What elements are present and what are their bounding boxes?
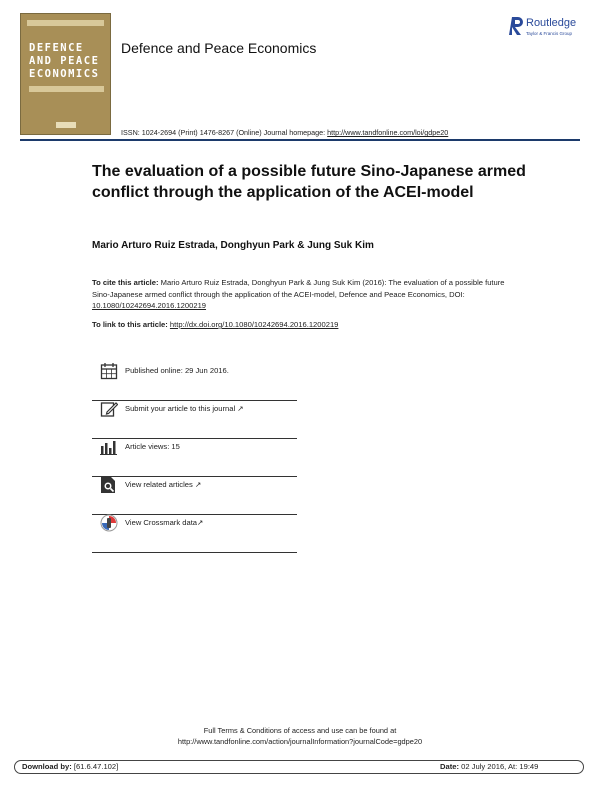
info-row-crossmark[interactable] <box>92 514 297 553</box>
citation-block <box>92 277 512 312</box>
article-authors: Mario Arturo Ruiz Estrada, Donghyun Park & Jung Suk Kim <box>92 240 374 251</box>
header-divider <box>20 139 580 141</box>
submit-article-label: Submit your article to this journal <box>125 404 236 413</box>
crossmark-icon <box>100 514 118 532</box>
link-label: To link to this article: <box>92 320 170 329</box>
article-title: The evaluation of a possible future Sino-Japanese armed conflict through the application of the ACEI-model <box>92 163 526 201</box>
related-articles-link[interactable] <box>125 480 201 489</box>
routledge-r-icon <box>509 15 525 37</box>
bar-chart-icon <box>100 438 118 456</box>
info-row-views <box>92 438 297 477</box>
terms-url[interactable]: http://www.tandfonline.com/action/journalInformation?journalCode=gdpe20 <box>177 736 423 746</box>
related-articles-label: View related articles <box>125 480 193 489</box>
cover-band-bottom <box>29 86 104 92</box>
date-label: Date: <box>440 762 459 771</box>
edit-icon <box>100 400 118 418</box>
terms-line: Full Terms & Conditions of access and use can be found at <box>203 726 397 735</box>
published-date: Published online: 29 Jun 2016. <box>125 366 229 375</box>
cover-title <box>29 42 106 81</box>
submit-article-link[interactable] <box>125 404 244 413</box>
download-label: Download by: <box>22 762 72 771</box>
article-doi-url[interactable]: http://dx.doi.org/10.1080/10242694.2016.1200219 <box>169 320 339 329</box>
calendar-icon <box>100 362 118 380</box>
download-date <box>440 762 538 771</box>
external-link-icon: ↗ <box>197 518 204 527</box>
citation-label: To cite this article: <box>92 278 161 287</box>
cover-title-line: DEFENCE <box>29 42 84 54</box>
cover-publisher-mark <box>56 122 76 128</box>
external-link-icon: ↗ <box>194 480 202 489</box>
cover-title-line: AND PEACE <box>29 55 100 67</box>
journal-cover <box>20 13 111 135</box>
cover-title-line: ECONOMICS <box>29 68 100 80</box>
info-row-related[interactable] <box>92 476 297 515</box>
article-link-line <box>92 320 338 329</box>
info-row-published <box>92 362 297 401</box>
date-value: 02 July 2016, At: 19:49 <box>459 762 539 771</box>
info-row-submit[interactable] <box>92 400 297 439</box>
publisher-name: Routledge <box>526 17 577 29</box>
publisher-logo <box>509 15 594 45</box>
journal-name: Defence and Peace Economics <box>121 40 317 56</box>
citation-text: Mario Arturo Ruiz Estrada, Donghyun Park & Jung Suk Kim (2016): The evaluation of a possible future Sino-Japanese armed conflict through the application of the ACEI-model, Defence and Peace Economics, DOI: <box>92 278 505 299</box>
download-ip: [61.6.47.102] <box>71 762 119 771</box>
doi-link[interactable]: 10.1080/10242694.2016.1200219 <box>92 301 207 310</box>
cover-band-top <box>27 20 104 26</box>
related-articles-icon <box>100 476 118 494</box>
external-link-icon: ↗ <box>237 404 244 413</box>
crossmark-label: View Crossmark data <box>125 518 198 527</box>
article-views: Article views: 15 <box>125 442 180 451</box>
issn-text: ISSN: 1024-2694 (Print) 1476-8267 (Online) Journal homepage: <box>121 128 328 137</box>
issn-line <box>121 128 448 137</box>
publisher-tagline: Taylor & Francis Group <box>526 31 573 36</box>
journal-homepage-link[interactable]: http://www.tandfonline.com/loi/gdpe20 <box>327 128 449 137</box>
terms-footer <box>0 726 600 747</box>
crossmark-link[interactable] <box>125 518 203 527</box>
download-info <box>22 762 118 771</box>
